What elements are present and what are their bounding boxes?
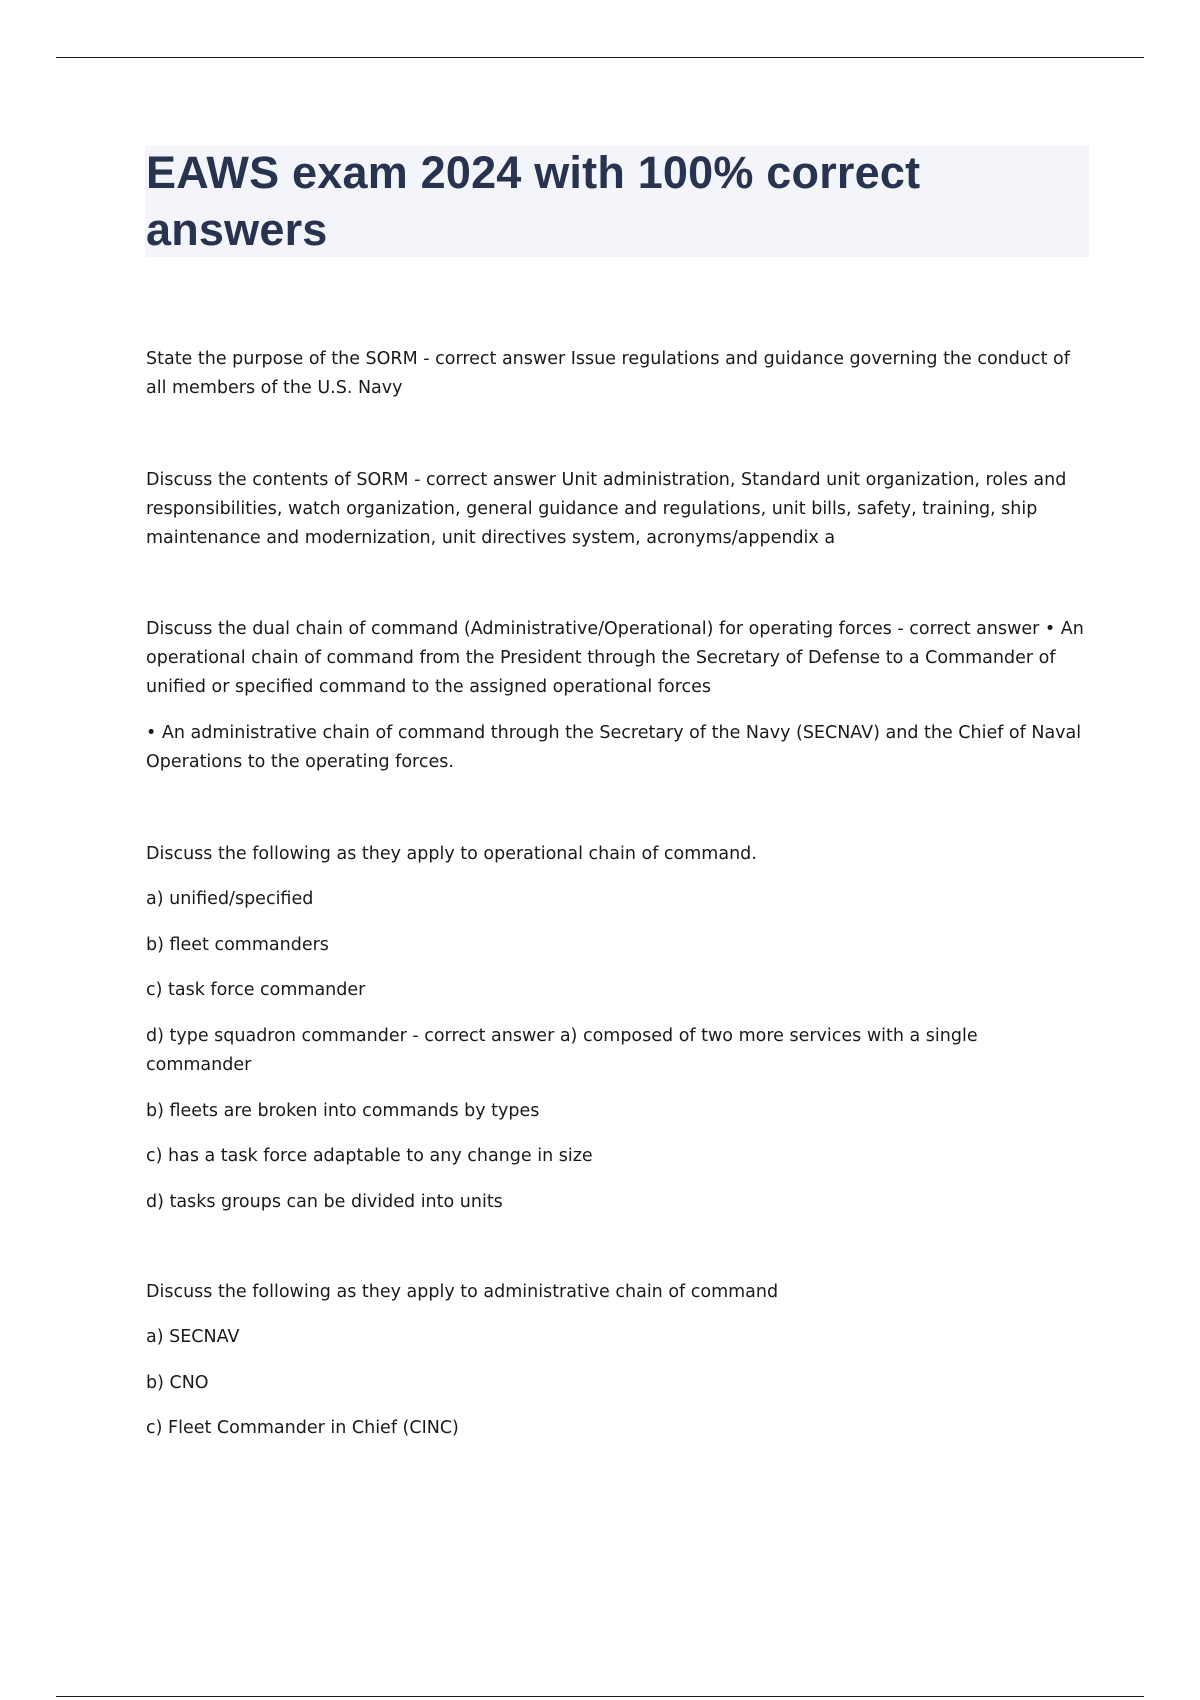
list-item: c) has a task force adaptable to any change in size [146, 1146, 593, 1166]
list-item: a) SECNAV [146, 1327, 240, 1347]
list-item: c) Fleet Commander in Chief (CINC) [146, 1418, 459, 1438]
list-item: b) fleets are broken into commands by types [146, 1101, 540, 1121]
paragraph-admin-chain: • An administrative chain of command through the Secretary of the Navy (SECNAV) and the Chief of Naval Operations to the operating forces. [146, 723, 1082, 772]
paragraph-dual-chain: Discuss the dual chain of command (Administrative/Operational) for operating forces - correct answer • An operational chain of command from the President through the Secretary of Defense to a Commander of unified or specified command to the assigned operational forces [146, 619, 1084, 697]
list-item: b) CNO [146, 1373, 209, 1393]
document-title: EAWS exam 2024 with 100% correct answers [146, 147, 921, 255]
header-rule [56, 57, 1144, 58]
list-item: d) type squadron commander - correct answer a) composed of two more services with a single commander [146, 1026, 978, 1075]
list-item: d) tasks groups can be divided into units [146, 1192, 503, 1212]
paragraph-operational-question: Discuss the following as they apply to operational chain of command. [146, 844, 757, 864]
paragraph-sorm-contents: Discuss the contents of SORM - correct answer Unit administration, Standard unit organization, roles and responsibilities, watch organization, general guidance and regulations, unit bills, safety, training, ship maintenance and modernization, unit directives system, acronyms/appendix a [146, 470, 1067, 548]
footer-rule [56, 1696, 1144, 1697]
list-item: b) fleet commanders [146, 935, 329, 955]
list-item: a) unified/specified [146, 889, 314, 909]
paragraph-administrative-question: Discuss the following as they apply to administrative chain of command [146, 1282, 779, 1302]
paragraph-sorm-purpose: State the purpose of the SORM - correct answer Issue regulations and guidance governing the conduct of all members of the U.S. Navy [146, 349, 1070, 398]
list-item: c) task force commander [146, 980, 366, 1000]
